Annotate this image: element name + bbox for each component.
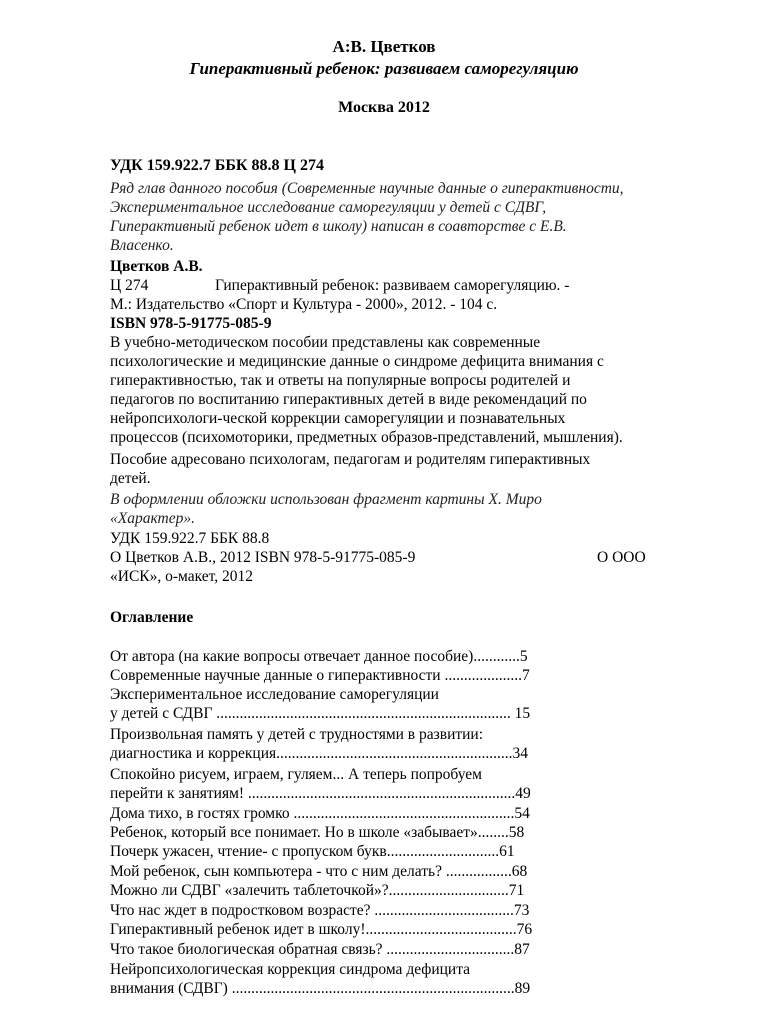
- cover-note-line: В оформлении обложки использован фрагмент картины X. Миро: [110, 491, 542, 508]
- coauthor-note-line: Власенко.: [110, 237, 174, 254]
- toc-line: Спокойно рисуем, играем, гуляем... А теперь попробуем: [110, 766, 482, 783]
- abstract-line: В учебно-методическом пособии представлены как современные: [110, 334, 541, 351]
- abstract-line: Пособие адресовано психологам, педагогам и родителям гиперактивных: [110, 451, 591, 468]
- toc-line: Почерк ужасен, чтение- с пропуском букв.............................61: [110, 843, 515, 860]
- toc-line: Нейропсихологическая коррекция синдрома дефицита: [110, 961, 471, 978]
- udk-footer: УДК 159.922.7 ББК 88.8: [110, 530, 270, 547]
- layout-credit: «ИСК», о-макет, 2012: [110, 568, 253, 585]
- book-title-line: Гиперактивный ребенок: развиваем саморегуляцию. -: [215, 277, 570, 294]
- coauthor-note-line: Гиперактивный ребенок идет в школу) написан в соавторстве с Е.В.: [110, 218, 567, 235]
- author-name: Цветков А.В.: [110, 258, 203, 275]
- toc-line: Экспериментальное исследование саморегуляции: [110, 686, 439, 703]
- abstract-line: процессов (психомоторики, предметных образов-представлений, мышления).: [110, 429, 623, 446]
- abstract-line: нейропсихологи-ческой коррекции саморегуляции и познавательных: [110, 410, 566, 427]
- copyright-line: О Цветков А.В., 2012 ISBN 978-5-91775-085-9: [110, 549, 416, 566]
- toc-line: Гиперактивный ребенок идет в школу!.......................................76: [110, 921, 533, 938]
- isbn-line: ISBN 978-5-91775-085-9: [110, 315, 272, 332]
- toc-line: диагностика и коррекция.............................................................34: [110, 745, 529, 762]
- coauthor-note-line: Экспериментальное исследование саморегуляции у детей с СДВГ,: [110, 199, 547, 216]
- toc-line: внимания (СДВГ) .........................................................................89: [110, 980, 531, 997]
- toc-line: Ребенок, который все понимает. Но в школе «забывает»........58: [110, 824, 525, 841]
- toc-line: Произвольная память у детей с трудностями в развитии:: [110, 726, 484, 743]
- copyright-org: О ООО: [597, 549, 646, 566]
- toc-line: Можно ли СДВГ «залечить таблеточкой»?...............................71: [110, 882, 525, 899]
- toc-line: От автора (на какие вопросы отвечает данное пособие)............5: [110, 648, 528, 665]
- toc-line: Дома тихо, в гостях громко .........................................................54: [110, 805, 530, 822]
- toc-line: Что нас ждет в подростковом возрасте? ....................................73: [110, 902, 530, 919]
- abstract-line: гиперактивностью, так и ответы на популярные вопросы родителей и: [110, 372, 571, 389]
- toc-line: перейти к занятиям! .....................................................................49: [110, 785, 531, 802]
- abstract-line: детей.: [110, 470, 151, 487]
- coauthor-note-line: Ряд глав данного пособия (Современные научные данные о гиперактивности,: [110, 180, 624, 197]
- catalog-code: Ц 274: [110, 277, 149, 294]
- udk-header: УДК 159.922.7 ББК 88.8 Ц 274: [110, 157, 324, 174]
- toc-line: у детей с СДВГ ............................................................................ 15: [110, 705, 531, 722]
- abstract-line: педагогов по воспитанию гиперактивных детей в виде рекомендаций по: [110, 391, 587, 408]
- abstract-line: психологические и медицинские данные о синдроме дефицита внимания с: [110, 353, 604, 370]
- book-title: Гиперактивный ребенок: развиваем саморегуляцию: [189, 59, 579, 78]
- publisher-line: М.: Издательство «Спорт и Культура - 2000», 2012. - 104 с.: [110, 296, 498, 313]
- toc-heading: Оглавление: [110, 609, 194, 626]
- city-year: Москва 2012: [338, 99, 430, 116]
- toc-line: Что такое биологическая обратная связь? .................................87: [110, 941, 530, 958]
- toc-line: Мой ребенок, сын компьютера - что с ним делать? .................68: [110, 863, 528, 880]
- cover-note-line: «Характер».: [110, 510, 195, 527]
- toc-line: Современные научные данные о гиперактивности ....................7: [110, 667, 530, 684]
- book-author: А:В. Цветков: [332, 37, 436, 56]
